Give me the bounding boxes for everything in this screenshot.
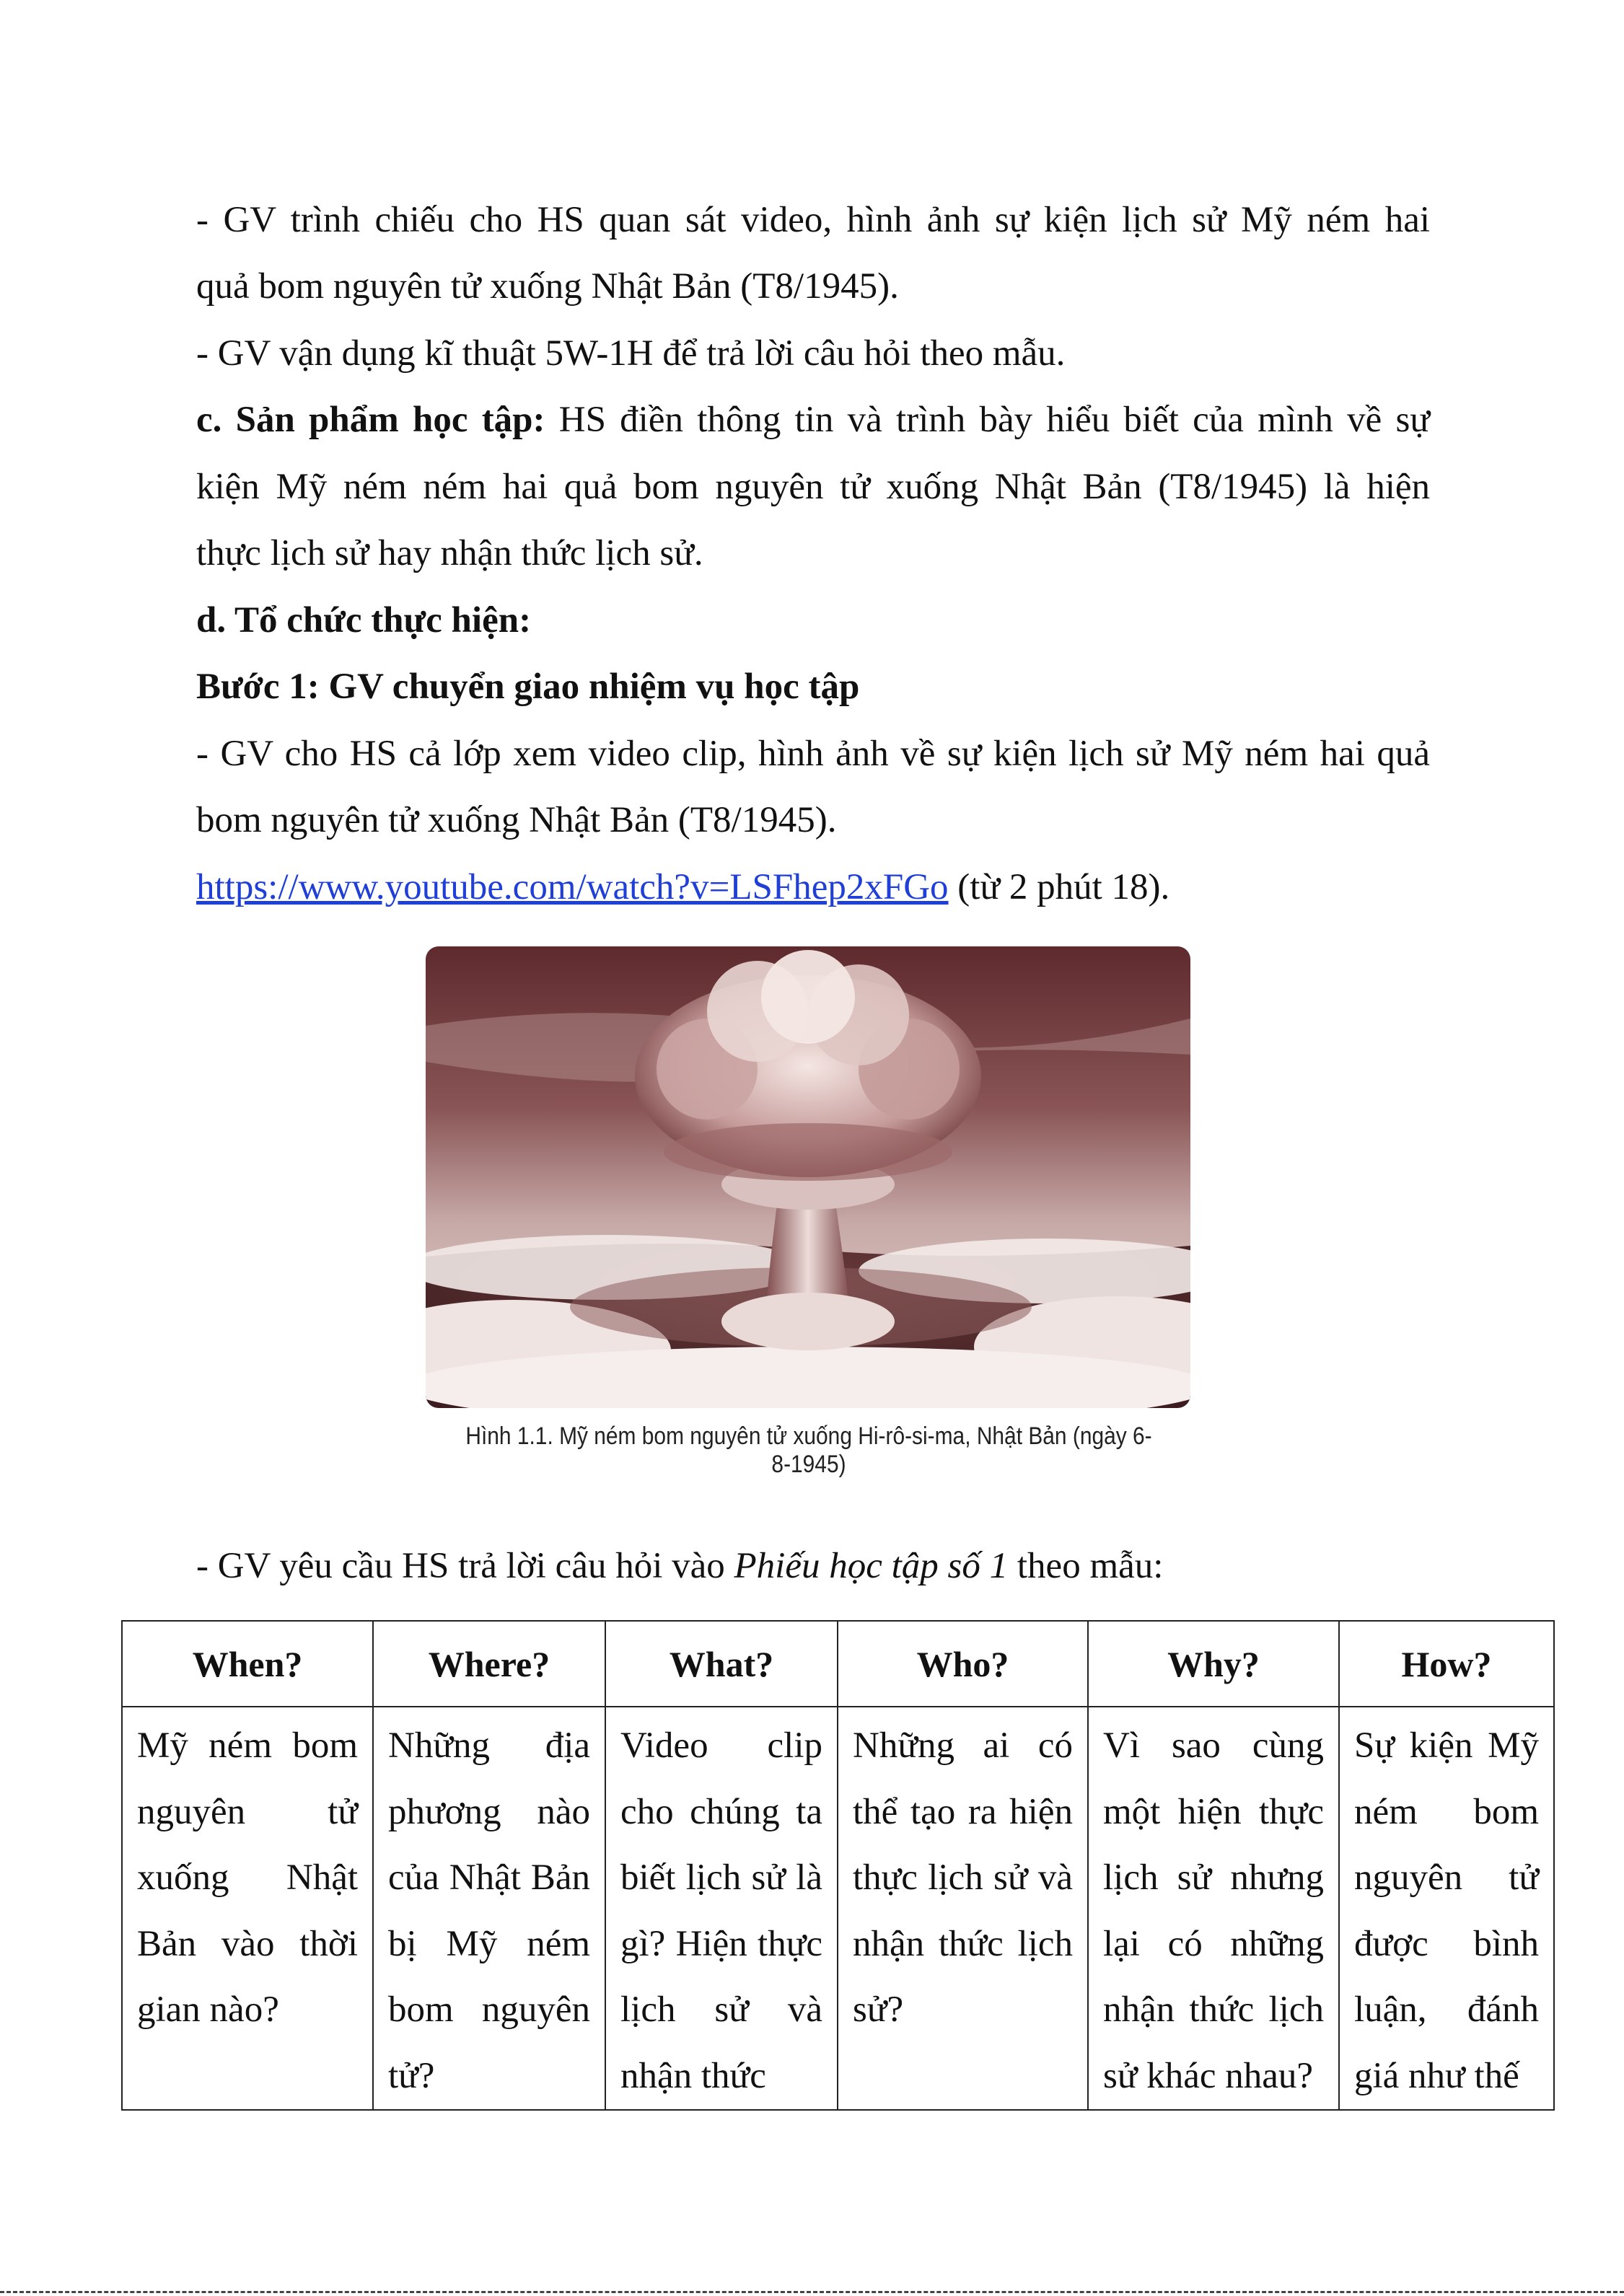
page-bottom-divider <box>0 2291 1624 2293</box>
photo-illustration <box>426 946 1190 1408</box>
figure-caption: Hình 1.1. Mỹ ném bom nguyên tử xuống Hi-rô-si-ma, Nhật Bản (ngày 6-8-1945) <box>465 1422 1152 1478</box>
worksheet-instruction <box>196 1532 1430 1600</box>
table-row <box>122 1707 1554 2110</box>
cell-why: Vì sao cùng một hiện thực lịch sử nhưng lại có những nhận thức lịch sử khác nhau? <box>1088 1707 1339 2110</box>
step1-heading: Bước 1: GV chuyển giao nhiệm vụ học tập <box>196 667 860 707</box>
paragraph-line: - GV cho HS cả lớp xem video clip, hình ảnh về sự kiện lịch sử Mỹ ném hai quả <box>196 734 1430 774</box>
section-d-heading: d. Tổ chức thực hiện: <box>196 600 532 641</box>
paragraph-line: thực lịch sử hay nhận thức lịch sử. <box>196 533 703 573</box>
paragraph-line: - GV vận dụng kĩ thuật 5W-1H để trả lời câu hỏi theo mẫu. <box>196 333 1066 374</box>
paragraph-line: - GV trình chiếu cho HS quan sát video, hình ảnh sự kiện lịch sử Mỹ ném hai <box>196 200 1430 240</box>
header-where: Where? <box>373 1621 605 1707</box>
paragraph-line: bom nguyên tử xuống Nhật Bản (T8/1945). <box>196 800 837 840</box>
section-c-text: HS điền thông tin và trình bày hiểu biết của mình về sự <box>545 400 1430 440</box>
section-c-line <box>196 386 1430 454</box>
cell-what: Video clip cho chúng ta biết lịch sử là gì? Hiện thực lịch sử và nhận thức <box>605 1707 838 2110</box>
cell-when: Mỹ ném bom nguyên tử xuống Nhật Bản vào thời gian nào? <box>122 1707 373 2110</box>
header-who: Who? <box>838 1621 1088 1707</box>
video-link-line <box>196 853 1430 921</box>
instruction-prefix: - GV yêu cầu HS trả lời câu hỏi vào <box>196 1546 734 1586</box>
paragraph-line: quả bom nguyên tử xuống Nhật Bản (T8/1945). <box>196 266 899 307</box>
header-how: How? <box>1339 1621 1554 1707</box>
header-why: Why? <box>1088 1621 1339 1707</box>
cell-how: Sự kiện Mỹ ném bom nguyên tử được bình luận, đánh giá như thế <box>1339 1707 1554 2110</box>
paragraph-line: kiện Mỹ ném ném hai quả bom nguyên tử xuống Nhật Bản (T8/1945) là hiện <box>196 467 1430 507</box>
worksheet-table <box>121 1620 1555 2111</box>
link-suffix: (từ 2 phút 18). <box>948 867 1170 907</box>
header-when: When? <box>122 1621 373 1707</box>
table-header-row <box>122 1621 1554 1707</box>
cell-where: Những địa phương nào của Nhật Bản bị Mỹ ném bom nguyên tử? <box>373 1707 605 2110</box>
instruction-suffix: theo mẫu: <box>1008 1546 1164 1586</box>
mushroom-cloud-photo <box>426 946 1190 1408</box>
cell-who: Những ai có thể tạo ra hiện thực lịch sử và nhận thức lịch sử? <box>838 1707 1088 2110</box>
worksheet-name: Phiếu học tập số 1 <box>734 1546 1009 1586</box>
header-what: What? <box>605 1621 838 1707</box>
youtube-link[interactable]: https://www.youtube.com/watch?v=LSFhep2xFGo <box>196 867 949 907</box>
section-c-label: c. Sản phẩm học tập: <box>196 400 545 440</box>
